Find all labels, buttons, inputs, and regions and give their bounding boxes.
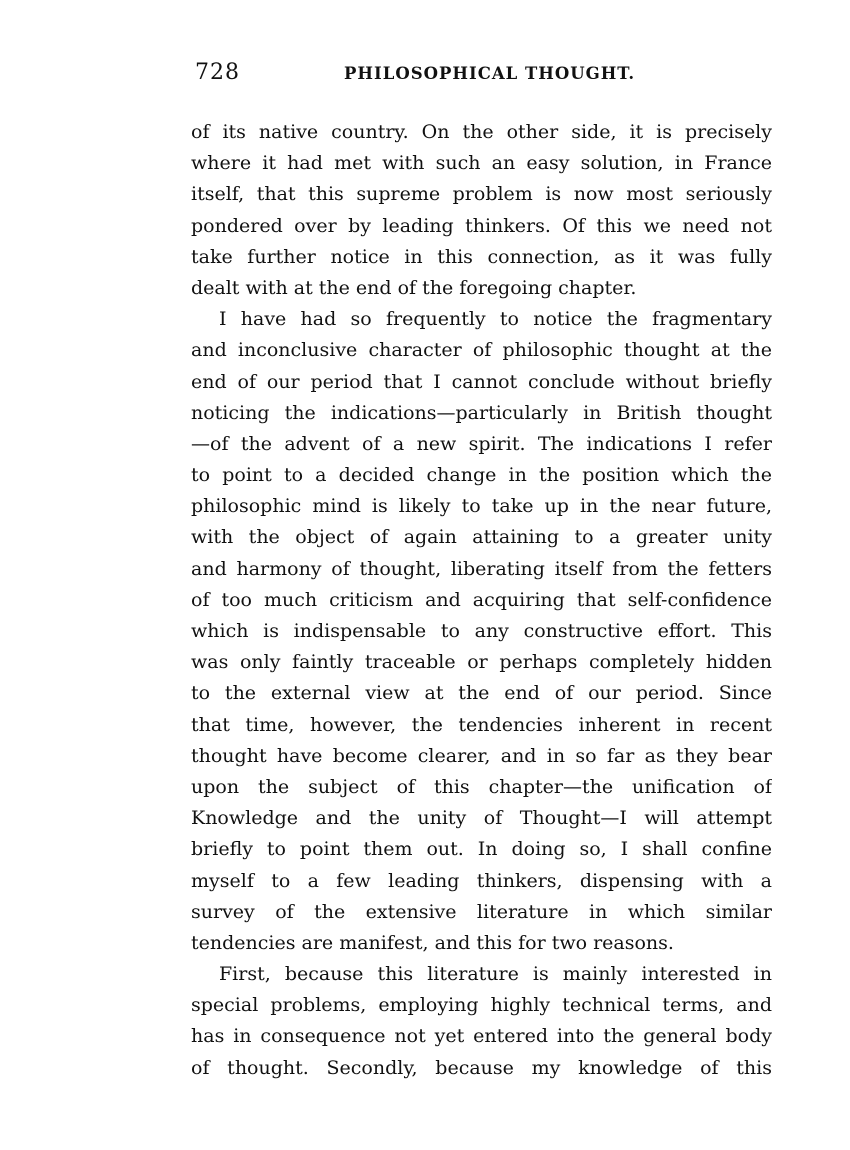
body-text [191,117,772,1084]
text-line: —of the advent of a new spirit. The indications I refer [191,432,772,455]
text-line: where it had met with such an easy solution, in France [191,152,772,175]
text-line: philosophic mind is likely to take up in the near future, [191,495,772,518]
page-number: 728 [195,60,240,85]
text-line: special problems, employing highly technical terms, and [191,994,772,1017]
running-head [190,60,780,90]
text-line: survey of the extensive literature in which similar [191,900,772,923]
text-line: briefly to point them out. In doing so, I shall confine [191,838,772,861]
text-line: and harmony of thought, liberating itself from the fetters [191,557,772,580]
text-line: was only faintly traceable or perhaps completely hidden [191,651,772,674]
text-line: pondered over by leading thinkers. Of this we need not [191,214,772,237]
text-line: thought have become clearer, and in so far as they bear [191,744,772,767]
text-line: which is indispensable to any constructive effort. This [191,620,772,642]
text-line: myself to a few leading thinkers, dispensing with a [191,869,772,892]
text-line: I have had so frequently to notice the fragmentary [219,308,772,331]
text-line: dealt with at the end of the foregoing chapter. [191,276,637,299]
text-line: with the object of again attaining to a greater unity [191,526,772,549]
text-line: end of our period that I cannot conclude without briefly [191,370,772,393]
text-line: First, because this literature is mainly interested in [219,963,772,986]
text-line: upon the subject of this chapter—the unification of [191,775,772,798]
text-line: that time, however, the tendencies inherent in recent [191,713,772,736]
text-line: itself, that this supreme problem is now most seriously [191,183,772,206]
text-line: of its native country. On the other side, it is precisely [191,121,772,143]
text-line: Knowledge and the unity of Thought—I will attempt [191,807,772,830]
text-line: of thought. Secondly, because my knowledge of this [191,1056,772,1079]
text-line: noticing the indications—particularly in British thought [191,401,772,424]
text-line: take further notice in this connection, as it was fully [191,245,772,268]
text-line: to point to a decided change in the position which the [191,464,772,487]
text-line: of too much criticism and acquiring that self-confidence [191,588,772,611]
text-line: and inconclusive character of philosophic thought at the [191,339,772,362]
text-line: has in consequence not yet entered into the general body [191,1025,772,1048]
text-line: tendencies are manifest, and this for two reasons. [191,931,674,954]
running-title: PHILOSOPHICAL THOUGHT. [344,64,636,83]
text-line: to the external view at the end of our period. Since [191,682,772,705]
